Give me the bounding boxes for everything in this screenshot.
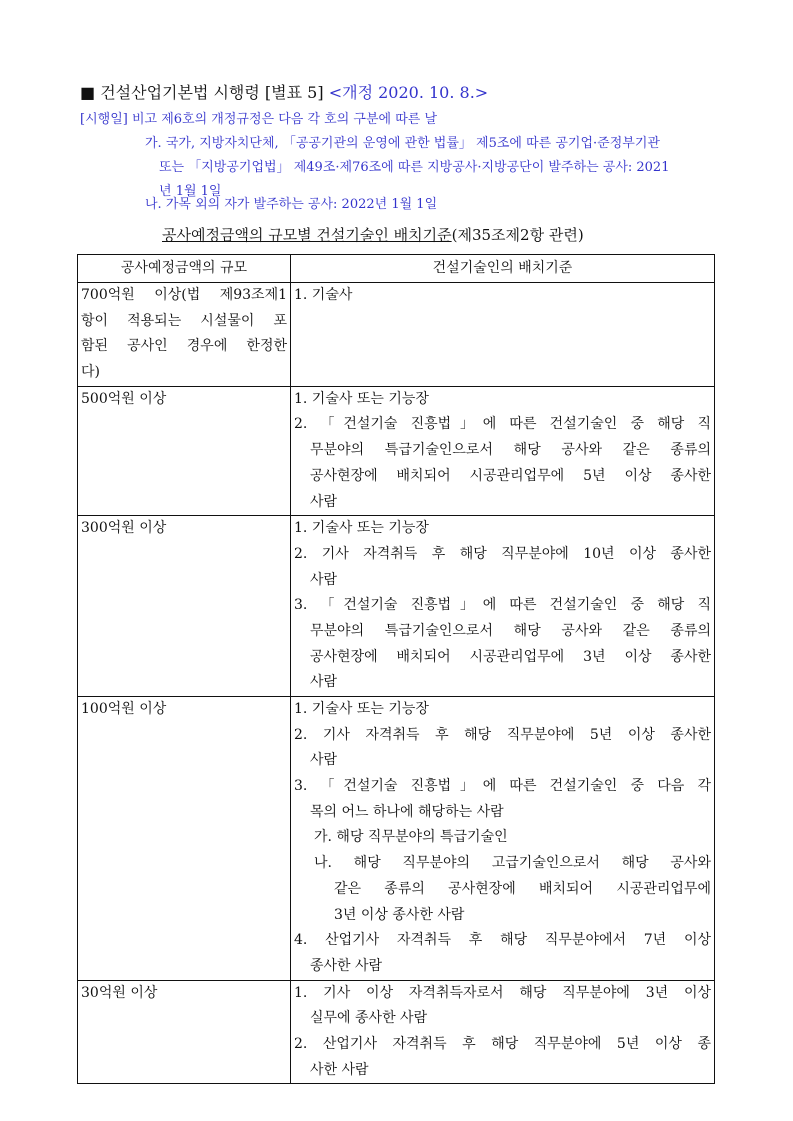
scale-cell [78,516,291,697]
criteria-line: 사람 [310,571,338,588]
criteria-line: 2. 기사 자격취득 후 해당 직무분야에 5년 이상 종사한 [294,726,711,743]
criteria-line: 공사현장에 배치되어 시공관리업무에 3년 이상 종사한 [310,648,711,665]
criteria-item [294,412,711,515]
criteria-line: 1. 기술사 또는 기능장 [294,520,429,537]
effective-item-na: 나. 가목 외의 자가 발주하는 공사: 2022년 1월 1일 [145,197,438,212]
scale-cell [78,697,291,981]
criteria-line: 1. 기사 이상 자격취득자로서 해당 직무분야에 3년 이상 [294,984,711,1001]
criteria-line: 사람 [310,493,338,510]
criteria-item [294,387,711,413]
effective-date-note: [시행일] 비고 제6호의 개정규정은 다음 각 호의 구분에 따른 날 [80,112,437,127]
criteria-item [294,981,711,1032]
scale-cell [78,386,291,515]
table-row [78,283,715,387]
criteria-item [294,593,711,696]
criteria-item [294,516,711,542]
criteria-item [294,1032,711,1083]
table-row [78,386,715,515]
scale-cell [78,283,291,387]
criteria-cell [291,516,715,697]
scale-line: 100억원 이상 [81,701,167,717]
criteria-item [294,928,711,979]
criteria-line: 사한 사람 [310,1061,369,1078]
criteria-line: 사람 [310,752,338,769]
header-scale: 공사예정금액의 규모 [78,255,291,283]
table-row [78,980,715,1084]
criteria-line: 사람 [310,674,338,691]
criteria-line: 가. 해당 직무분야의 특급기술인 [314,829,508,846]
criteria-cell [291,980,715,1084]
title-text: ■ 건설산업기본법 시행령 [별표 5] [80,83,324,102]
scale-cell [78,980,291,1084]
criteria-item [294,825,711,851]
criteria-line: 나. 해당 직무분야의 고급기술인으로서 해당 공사와 [314,855,711,872]
placement-table [77,254,715,1084]
criteria-cell [291,697,715,981]
criteria-line: 무분야의 특급기술인으로서 해당 공사와 같은 종류의 [310,622,711,639]
criteria-line: 3. 「건설기술 진흥법」에 따른 건설기술인 중 다음 각 [294,778,711,795]
effective-item-ga-1: 가. 국가, 지방자치단체, 「공공기관의 운영에 관한 법률」 제5조에 따른 공기업·준정부기관 [145,136,660,151]
criteria-item [294,774,711,825]
criteria-line: 목의 어느 하나에 해당하는 사람 [310,803,504,820]
scale-line: 300억원 이상 [81,520,167,537]
criteria-line: 실무에 종사한 사람 [310,1010,428,1027]
scale-line: 항이 적용되는 시설물이 포 [81,312,287,329]
table-title-main: 공사예정금액의 규모별 건설기술인 배치기준 [162,226,452,244]
criteria-item [294,851,711,928]
criteria-line: 무분야의 특급기술인으로서 해당 공사와 같은 종류의 [310,442,711,459]
criteria-line: 종사한 사람 [310,957,383,974]
scale-line: 30억원 이상 [81,984,158,1001]
document-title [80,80,488,103]
criteria-line: 1. 기술사 또는 기능장 [294,390,429,407]
effective-item-ga-2: 또는 「지방공기업법」 제49조·제76조에 따른 지방공사·지방공단이 발주하는 공사: 2021 [159,160,670,175]
scale-line: 함된 공사인 경우에 한정한 [81,338,287,355]
amendment-date: <개정 2020. 10. 8.> [328,83,489,102]
header-criteria: 건설기술인의 배치기준 [291,255,715,283]
criteria-cell [291,283,715,387]
table-title [162,224,584,245]
criteria-line: 공사현장에 배치되어 시공관리업무에 5년 이상 종사한 [310,467,711,484]
criteria-line: 1. 기술사 또는 기능장 [294,701,429,717]
criteria-item [294,283,711,309]
scale-line: 다) [81,364,100,381]
criteria-line: 2. 산업기사 자격취득 후 해당 직무분야에 5년 이상 종 [294,1035,711,1052]
scale-line: 700억원 이상(법 제93조제1 [81,287,287,303]
criteria-item [294,542,711,593]
criteria-cell [291,386,715,515]
criteria-line: 3. 「건설기술 진흥법」에 따른 건설기술인 중 해당 직 [294,597,711,614]
criteria-line: 같은 종류의 공사현장에 배치되어 시공관리업무에 [334,880,711,897]
table-title-ref: (제35조제2항 관련) [451,226,584,244]
criteria-item [294,723,711,774]
scale-line: 500억원 이상 [81,390,167,407]
criteria-line: 2. 「건설기술 진흥법」에 따른 건설기술인 중 해당 직 [294,416,711,433]
table-row [78,516,715,697]
criteria-line: 4. 산업기사 자격취득 후 해당 직무분야에서 7년 이상 [294,932,711,949]
table-row [78,697,715,981]
criteria-line: 3년 이상 종사한 사람 [334,906,465,923]
effective-item-ga-3: 년 1월 1일 [159,184,222,199]
criteria-line: 1. 기술사 [294,287,353,303]
criteria-line: 2. 기사 자격취득 후 해당 직무분야에 10년 이상 종사한 [294,545,711,562]
criteria-item [294,697,711,723]
